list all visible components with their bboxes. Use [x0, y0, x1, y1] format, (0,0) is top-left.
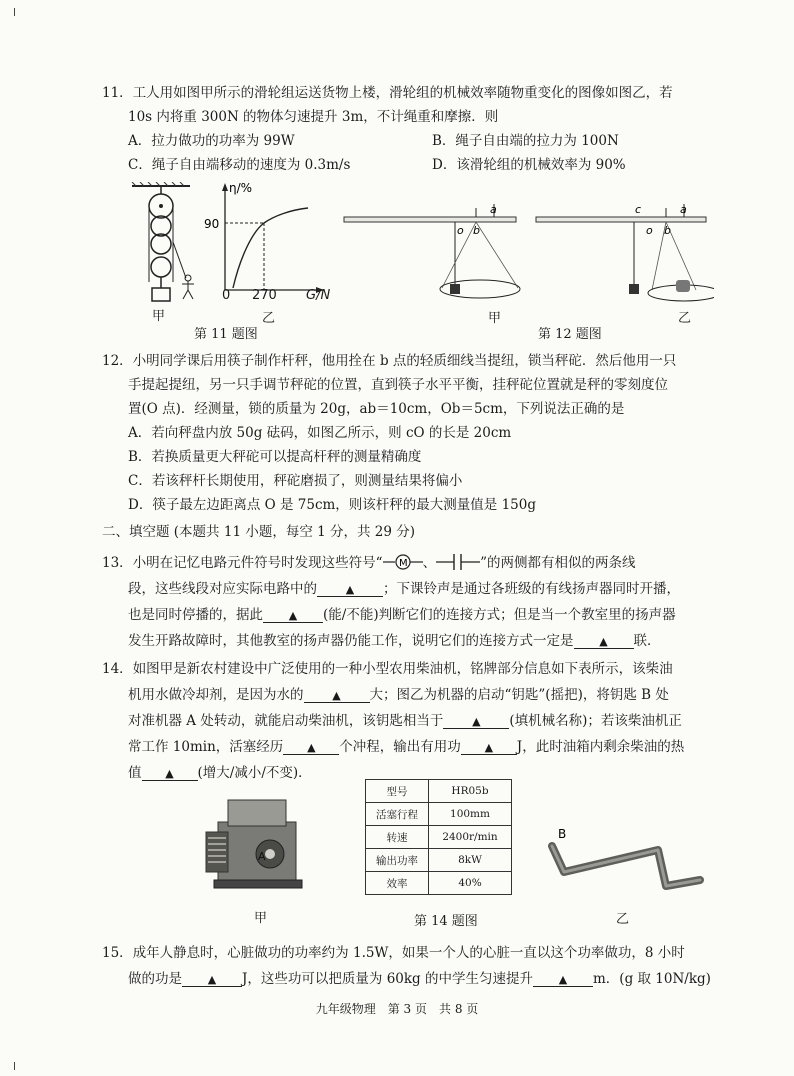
- q13-line1: [102, 553, 636, 572]
- capacitor-symbol-icon: [436, 553, 480, 571]
- q14-label-yi: 乙: [616, 912, 630, 927]
- q14-line2: [128, 686, 669, 704]
- q12-text1: 小明同学课后用筷子制作杆秤，他用拴在 b 点的轻质细线当提纽，锁当秤砣．然后他用一只: [132, 353, 677, 369]
- spec-table-row: [366, 849, 512, 872]
- q12-jia-point-b: b: [473, 224, 480, 237]
- q14-text3b: (填机械名称)；若该柴油机正: [509, 713, 682, 729]
- q13-number: 13．: [102, 555, 133, 571]
- q13-text3a: 也是同时停播的，据此: [128, 607, 263, 623]
- blank-triangle: ▲: [165, 767, 174, 780]
- spec-table-key: 转速: [366, 826, 429, 849]
- spec-table-value: 8kW: [429, 849, 512, 872]
- answer-blank[interactable]: [283, 738, 339, 755]
- key-label-B: B: [558, 827, 567, 841]
- spec-table-row: [366, 826, 512, 849]
- q13-text3b: (能/不能)判断它们的连接方式；但是当一个教室里的扬声器: [323, 607, 676, 623]
- q12-steelyard-jia: [342, 200, 522, 305]
- graph-y-label: η/%: [229, 181, 253, 195]
- spec-table-row: [366, 780, 512, 803]
- scan-mark: [14, 1062, 15, 1070]
- q12-option-d: D．筷子最左边距离点 O 是 75cm，则该杆秤的最大测量值是 150g: [128, 497, 537, 513]
- q14-text4c: J，此时油箱内剩余柴油的热: [516, 739, 685, 755]
- q12-jia-point-o: o: [457, 224, 464, 237]
- q15-text1: 成年人静息时，心脏做功的功率约为 1.5W，如果一个人的心脏一直以这个功率做功，8 小时: [132, 945, 685, 961]
- q14-text4b: 个冲程，输出有用功: [339, 739, 461, 755]
- motor-symbol-icon: [383, 554, 423, 570]
- answer-blank[interactable]: [317, 580, 383, 597]
- q13-text2a: 段，这些线段对应实际电路中的: [128, 581, 317, 597]
- blank-triangle: ▲: [484, 741, 494, 754]
- blank-triangle: ▲: [288, 609, 298, 622]
- q15-text2c: m．(g 取 10N/kg): [593, 971, 711, 987]
- q14-label-jia: 甲: [254, 911, 268, 926]
- spec-table-value: HR05b: [429, 780, 512, 803]
- q11-text1: 工人用如图甲所示的滑轮组运送货物上楼，滑轮组的机械效率随物重变化的图像如图乙，若: [132, 85, 673, 101]
- q12-jia-point-a: a: [490, 203, 497, 216]
- graph-y-tick-90: 90: [204, 217, 220, 231]
- page-footer: 九年级物理 第 3 页 共 8 页: [315, 1002, 479, 1016]
- q14-crank-key-figure: [540, 820, 720, 900]
- scan-mark: [14, 8, 15, 16]
- motor-symbol-letter: M: [398, 558, 408, 569]
- engine-label-A: A: [258, 850, 266, 863]
- spec-table-key: 型号: [366, 780, 429, 803]
- q14-line1: [102, 660, 673, 678]
- q12-line1: [102, 352, 676, 370]
- graph-x-tick-270: 270: [252, 288, 277, 303]
- answer-blank[interactable]: [461, 738, 517, 755]
- q12-yi-point-c: c: [635, 203, 642, 216]
- q14-line5: [128, 764, 312, 782]
- blank-triangle: ▲: [599, 635, 608, 648]
- spec-table-key: 效率: [366, 872, 429, 895]
- q12-steelyard-yi: [534, 200, 714, 315]
- q14-text5a: 值: [128, 765, 142, 781]
- q14-caption: 第 14 题图: [414, 914, 478, 929]
- q13-line4: [128, 632, 661, 650]
- answer-blank[interactable]: [142, 764, 198, 781]
- blank-triangle: ▲: [472, 715, 481, 728]
- q14-text5b: (增大/减小/不变)．: [197, 765, 312, 781]
- q14-text4a: 常工作 10min，活塞经历: [128, 739, 284, 755]
- q12-option-a: A．若向秤盘内放 50g 砝码，如图乙所示，则 cO 的长是 20cm: [128, 425, 512, 441]
- q12-label-jia: 甲: [488, 311, 502, 326]
- answer-blank[interactable]: [574, 632, 634, 649]
- blank-triangle: ▲: [332, 689, 341, 702]
- answer-blank[interactable]: [533, 970, 593, 987]
- graph-x-tick-0: 0: [222, 288, 231, 303]
- q14-diesel-engine-figure: [200, 792, 310, 900]
- q11-option-b: B．绳子自由端的拉力为 100N: [432, 133, 619, 149]
- q14-text2b: 大；图乙为机器的启动“钥匙”(摇把)，将钥匙 B 处: [369, 687, 669, 703]
- q15-number: 15．: [102, 945, 133, 961]
- answer-blank[interactable]: [182, 970, 242, 987]
- q11-caption: 第 11 题图: [194, 327, 258, 342]
- q12-line3: 置(O 点)．经测量，锁的质量为 20g，ab＝10cm，Ob＝5cm，下列说法正确的是: [128, 401, 625, 417]
- q14-text2a: 机用水做冷却剂，是因为水的: [128, 687, 304, 703]
- q11-option-c: C．绳子自由端移动的速度为 0.3m/s: [128, 157, 351, 173]
- q15-text2b: J，这些功可以把质量为 60kg 的中学生匀速提升: [242, 971, 533, 987]
- blank-triangle: ▲: [307, 741, 316, 754]
- q12-number: 12．: [102, 353, 133, 369]
- q13-text4a: 发生开路故障时，其他教室的扬声器仍能工作，说明它们的连接方式一定是: [128, 633, 574, 649]
- q12-caption: 第 12 题图: [538, 327, 602, 342]
- spec-table-row: [366, 803, 512, 826]
- spec-table-key: 活塞行程: [366, 803, 429, 826]
- spec-table-value: 100mm: [429, 803, 512, 826]
- q11-label-jia: 甲: [152, 309, 166, 324]
- q11-option-a: A．拉力做功的功率为 99W: [128, 133, 295, 149]
- q11-label-yi: 乙: [262, 311, 276, 326]
- q11-line2: 10s 内将重 300N 的物体匀速提升 3m，不计绳重和摩擦．则: [128, 109, 499, 125]
- blank-triangle: ▲: [558, 973, 568, 986]
- q14-text1: 如图甲是新农村建设中广泛使用的一种小型农用柴油机，铭牌部分信息如下表所示，该柴油: [132, 661, 673, 677]
- q12-option-c: C．若该秤杆长期使用，秤砣磨损了，则测量结果将偏小: [128, 473, 463, 489]
- section-2-heading: 二、填空题 (本题共 11 小题，每空 1 分，共 29 分): [102, 524, 416, 540]
- q13-text1c: ”的两侧都有相似的两条线: [480, 555, 636, 571]
- q15-line2: [128, 970, 711, 988]
- answer-blank[interactable]: [263, 606, 323, 623]
- blank-triangle: ▲: [207, 973, 217, 986]
- q11-option-d: D．该滑轮组的机械效率为 90%: [432, 157, 626, 173]
- q12-yi-point-b: b: [664, 224, 671, 237]
- q13-text4b: 联．: [633, 633, 661, 649]
- graph-x-label: G/N: [306, 288, 331, 303]
- q12-yi-point-o: o: [646, 224, 653, 237]
- diesel-spec-table: [365, 779, 512, 895]
- q13-line3: [128, 606, 676, 624]
- q11-efficiency-graph: [200, 180, 330, 305]
- answer-blank[interactable]: [304, 686, 370, 703]
- q12-yi-point-a: a: [680, 203, 687, 216]
- q15-line1: [102, 944, 685, 962]
- q14-number: 14．: [102, 661, 133, 677]
- spec-table-row: [366, 872, 512, 895]
- spec-table-key: 输出功率: [366, 849, 429, 872]
- answer-blank[interactable]: [443, 712, 509, 729]
- q13-text1a: 小明在记忆电路元件符号时发现这些符号“: [132, 555, 383, 571]
- q13-line2: [128, 580, 680, 598]
- q12-label-yi: 乙: [678, 311, 692, 326]
- q12-option-b: B．若换质量更大秤砣可以提高杆秤的测量精确度: [128, 449, 422, 465]
- q14-line4: [128, 738, 684, 756]
- q13-text2b: ；下课铃声是通过各班级的有线扬声器同时开播，: [383, 581, 680, 597]
- q11-line1: [102, 84, 673, 102]
- q14-line3: [128, 712, 682, 730]
- q11-pulley-figure: [130, 182, 200, 317]
- q15-text2a: 做的功是: [128, 971, 182, 987]
- blank-triangle: ▲: [345, 583, 355, 596]
- q13-text1b: 、: [422, 555, 437, 571]
- spec-table-value: 2400r/min: [429, 826, 512, 849]
- spec-table-value: 40%: [429, 872, 512, 895]
- q11-number: 11．: [102, 85, 133, 101]
- q14-text3a: 对准机器 A 处转动，就能启动柴油机，该钥匙相当于: [128, 713, 444, 729]
- q12-line2: 手提起提纽，另一只手调节秤砣的位置，直到筷子水平平衡，挂秤砣位置就是秤的零刻度位: [128, 377, 668, 393]
